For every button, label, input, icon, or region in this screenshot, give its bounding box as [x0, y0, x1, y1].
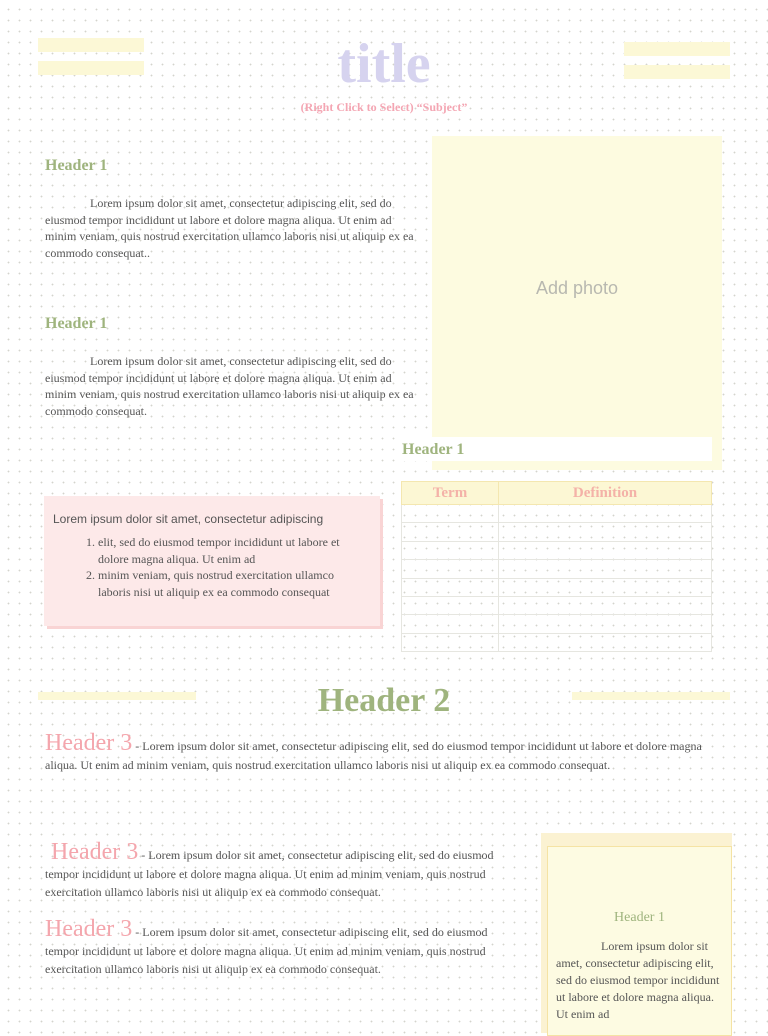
term-definition-table[interactable]: [401, 481, 712, 652]
sidebar-body[interactable]: Lorem ipsum dolor sit amet, consectetur adipiscing elit, sed do eiusmod tempor incididunt ut labore et dolore magna aliqua. Ut enim ad: [556, 939, 720, 1021]
table-row[interactable]: [402, 541, 712, 559]
section-2-header[interactable]: Header 2: [317, 682, 451, 719]
term-cell[interactable]: [402, 541, 499, 559]
header3-title[interactable]: Header 3: [45, 730, 133, 756]
header3-block-3: [45, 916, 517, 979]
table-section-header[interactable]: Header 1: [402, 441, 465, 458]
header3-block-1: [45, 730, 713, 774]
term-cell[interactable]: [402, 560, 499, 578]
photo-placeholder[interactable]: [432, 136, 722, 470]
left-section-1: [45, 157, 417, 261]
header3-block-2: [45, 839, 517, 902]
table-row[interactable]: [402, 615, 712, 633]
definition-cell[interactable]: [499, 523, 712, 541]
table-row[interactable]: [402, 633, 712, 651]
left-section-2: [45, 315, 417, 419]
header3-text[interactable]: - Lorem ipsum dolor sit amet, consectetur adipiscing elit, sed do eiusmod tempor incididunt ut labore et dolore magna aliqua. Ut enim ad minim veniam, quis nostrud exercitation ullamco laboris nisi ut aliquip ex ea commodo consequat.: [45, 925, 488, 976]
table-row[interactable]: [402, 560, 712, 578]
section-body[interactable]: Lorem ipsum dolor sit amet, consectetur adipiscing elit, sed do eiusmod tempor incididunt ut labore et dolore magna aliqua. Ut enim ad minim veniam, quis nostrud exercitation ullamco laboris nisi ut aliquip ex ea commodo consequat..: [45, 196, 414, 260]
table-row[interactable]: [402, 523, 712, 541]
definition-cell[interactable]: [499, 505, 712, 523]
callout-intro[interactable]: Lorem ipsum dolor sit amet, consectetur adipiscing: [53, 512, 324, 526]
column-header-term: Term: [402, 482, 499, 505]
definition-cell[interactable]: [499, 578, 712, 596]
definition-cell[interactable]: [499, 560, 712, 578]
callout-list-item[interactable]: 2. minim veniam, quis nostrud exercitation ullamco laboris nisi ut aliquip ex ea commodo consequat: [98, 567, 366, 600]
callout-box: [44, 496, 380, 626]
section-body[interactable]: Lorem ipsum dolor sit amet, consectetur adipiscing elit, sed do eiusmod tempor incididunt ut labore et dolore magna aliqua. Ut enim ad minim veniam, quis nostrud exercitation ullamco laboris nisi ut aliquip ex ea commodo consequat.: [45, 354, 414, 418]
section-header[interactable]: Header 1: [45, 157, 108, 174]
callout-list-item[interactable]: 1. elit, sed do eiusmod tempor incididunt ut labore et dolore magna aliqua. Ut enim ad: [98, 534, 366, 567]
table-row[interactable]: [402, 505, 712, 523]
section-header[interactable]: Header 1: [45, 315, 108, 332]
definition-cell[interactable]: [499, 615, 712, 633]
term-cell[interactable]: [402, 596, 499, 614]
definition-cell[interactable]: [499, 633, 712, 651]
term-cell[interactable]: [402, 578, 499, 596]
photo-placeholder-label: Add photo: [535, 277, 619, 298]
term-cell[interactable]: [402, 615, 499, 633]
term-cell[interactable]: [402, 523, 499, 541]
header3-text[interactable]: - Lorem ipsum dolor sit amet, consectetur adipiscing elit, sed do eiusmod tempor incididunt ut labore et dolore magna aliqua. Ut enim ad minim veniam, quis nostrud exercitation ullamco laboris nisi ut aliquip ex ea commodo consequat.: [45, 848, 494, 899]
header3-title[interactable]: Header 3: [45, 916, 133, 942]
definition-cell[interactable]: [499, 596, 712, 614]
callout-list: [44, 534, 380, 600]
term-cell[interactable]: [402, 505, 499, 523]
table-row[interactable]: [402, 578, 712, 596]
page-title[interactable]: title: [337, 33, 431, 95]
sidebar-header[interactable]: Header 1: [614, 910, 665, 925]
header3-text[interactable]: - Lorem ipsum dolor sit amet, consectetur adipiscing elit, sed do eiusmod tempor incididunt ut labore et dolore magna aliqua. Ut enim ad minim veniam, quis nostrud exercitation ullamco laboris nisi ut aliquip ex ea commodo consequat.: [45, 739, 702, 772]
subject-placeholder[interactable]: (Right Click to Select) “Subject”: [300, 100, 468, 114]
header3-title[interactable]: Header 3: [51, 839, 139, 865]
table-row[interactable]: [402, 596, 712, 614]
definition-cell[interactable]: [499, 541, 712, 559]
column-header-definition: Definition: [499, 482, 712, 505]
term-cell[interactable]: [402, 633, 499, 651]
